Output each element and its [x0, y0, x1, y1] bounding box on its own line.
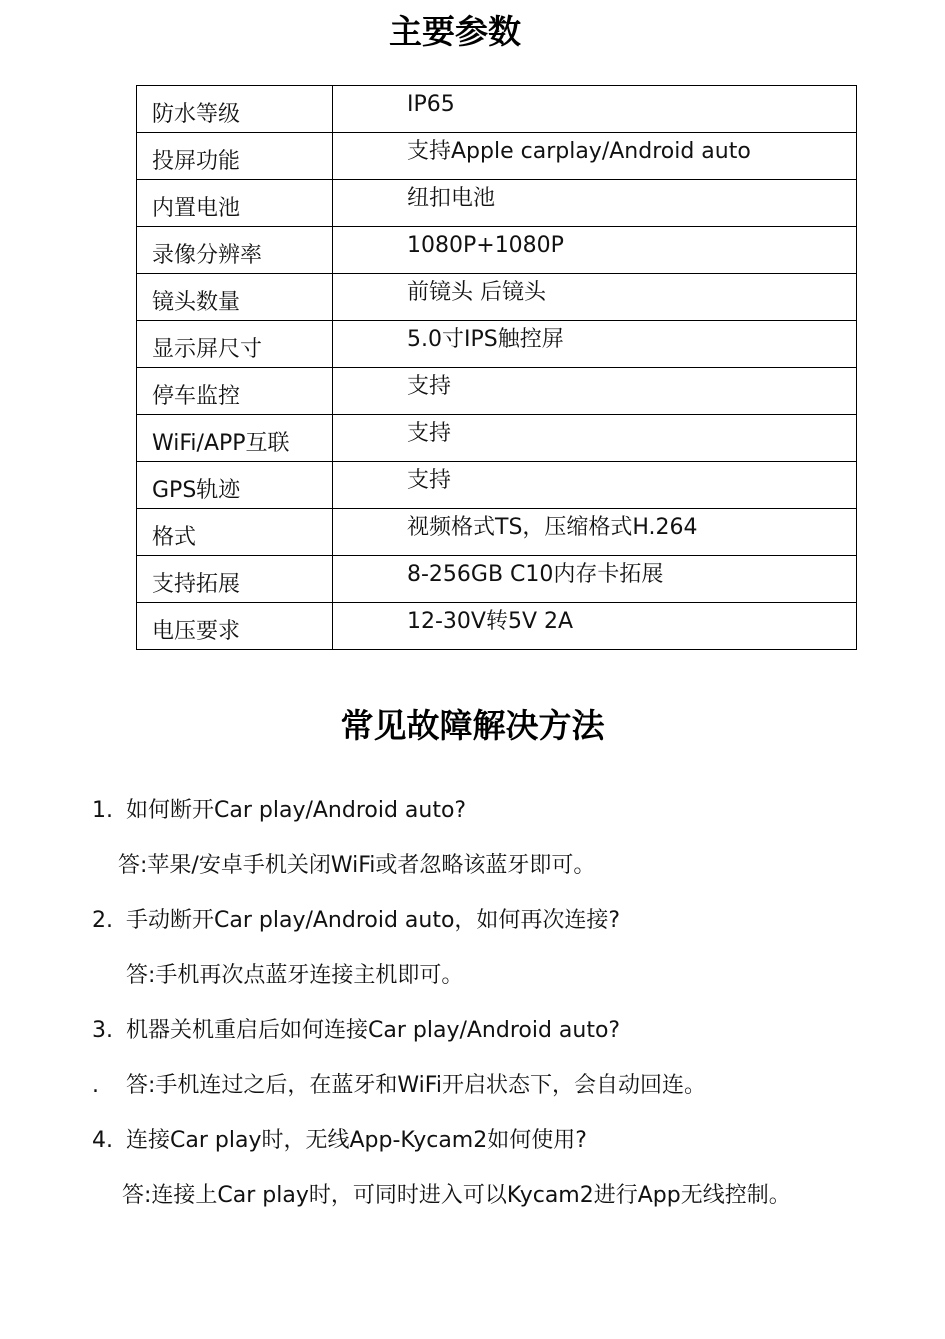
param-value: IP65	[333, 86, 857, 133]
faq-number: 4.	[92, 1128, 113, 1153]
table-row	[137, 556, 857, 603]
faq-answer-bullet: .	[92, 1073, 99, 1098]
faq-question: 机器关机重启后如何连接Car play/Android auto?	[126, 1018, 621, 1043]
table-row	[137, 86, 857, 133]
param-label: 防水等级	[137, 86, 333, 133]
table-row	[137, 274, 857, 321]
param-label: 投屏功能	[137, 133, 333, 180]
param-value: 1080P+1080P	[333, 227, 857, 274]
param-value: 8-256GB C10内存卡拓展	[333, 556, 857, 603]
faq-answer: 答:苹果/安卓手机关闭WiFi或者忽略该蓝牙即可。	[118, 853, 596, 878]
param-label: WiFi/APP互联	[137, 415, 333, 462]
table-row	[137, 133, 857, 180]
param-value: 支持	[333, 368, 857, 415]
param-value: 视频格式TS，压缩格式H.264	[333, 509, 857, 556]
table-row	[137, 227, 857, 274]
param-label: 显示屏尺寸	[137, 321, 333, 368]
table-row	[137, 462, 857, 509]
params-table	[136, 85, 857, 650]
param-label: 格式	[137, 509, 333, 556]
table-row	[137, 321, 857, 368]
params-section-title: 主要参数	[389, 12, 521, 51]
param-value: 前镜头 后镜头	[333, 274, 857, 321]
param-label: 镜头数量	[137, 274, 333, 321]
param-label: 停车监控	[137, 368, 333, 415]
table-row	[137, 415, 857, 462]
faq-question: 如何断开Car play/Android auto?	[126, 798, 467, 823]
faq-number: 1.	[92, 798, 113, 823]
table-row	[137, 603, 857, 650]
param-value: 支持Apple carplay/Android auto	[333, 133, 857, 180]
faq-answer: 答:手机再次点蓝牙连接主机即可。	[126, 963, 464, 988]
param-label: 支持拓展	[137, 556, 333, 603]
faq-question: 手动断开Car play/Android auto，如何再次连接?	[126, 908, 621, 933]
param-label: 内置电池	[137, 180, 333, 227]
param-value: 支持	[333, 462, 857, 509]
param-value: 支持	[333, 415, 857, 462]
table-row	[137, 509, 857, 556]
param-value: 12-30V转5V 2A	[333, 603, 857, 650]
faq-number: 3.	[92, 1018, 113, 1043]
param-label: 录像分辨率	[137, 227, 333, 274]
param-value: 5.0寸IPS触控屏	[333, 321, 857, 368]
param-label: 电压要求	[137, 603, 333, 650]
param-label: GPS轨迹	[137, 462, 333, 509]
table-row	[137, 368, 857, 415]
faq-answer: 答:连接上Car play时，可同时进入可以Kycam2进行App无线控制。	[122, 1183, 791, 1208]
faq-answer: 答:手机连过之后，在蓝牙和WiFi开启状态下，会自动回连。	[126, 1073, 706, 1098]
param-value: 纽扣电池	[333, 180, 857, 227]
faq-section-title: 常见故障解决方法	[340, 706, 605, 745]
faq-number: 2.	[92, 908, 113, 933]
faq-question: 连接Car play时，无线App-Kycam2如何使用?	[126, 1128, 587, 1153]
table-row	[137, 180, 857, 227]
